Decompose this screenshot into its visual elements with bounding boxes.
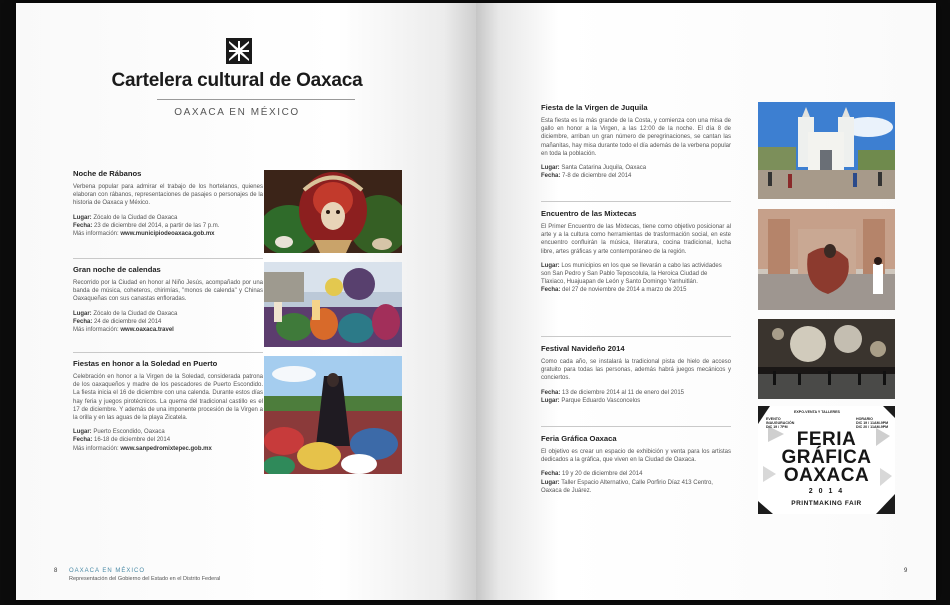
event-title: Fiesta de la Virgen de Juquila [541,103,648,112]
event-description: El objetivo es crear un espacio de exhibición y venta para los artistas dedicados a la gráfica, que viven en la Ciudad de Oaxaca. [541,449,731,464]
event-description: Recorrido por la Ciudad en honor al Niño Jesús, acompañado por una banda de música, coheteros, chirimías, "monos de calenda" y Chinas Oaxaqueñas con sus canastas enfloradas. [73,280,263,303]
event-date: Fecha: 7-8 de diciembre del 2014 [541,173,632,180]
poster-schedule: HORARIO DIC 19 / 11AM-9PM DIC 20 / 11AM-9PM [856,417,889,430]
poster-expo-label: EXPO-VENTA Y TALLERES [794,410,840,414]
event-title: Feria Gráfica Oaxaca [541,434,617,443]
poster-title-line-2: GRÁFICA [781,447,872,468]
event-separator [541,426,731,427]
footer-text: Representación del Gobierno del Estado en el Distrito Federal [69,576,221,582]
event-title: Fiestas en honor a la Soledad en Puerto [73,359,218,368]
event-location: Lugar: Puerto Escondido, Oaxaca [73,429,165,436]
event-more-info: Más información: www.municipiodeoaxaca.gob.mx [73,231,215,238]
poster-title-line-3: OAXACA [783,465,870,486]
poster-title-line-1: FERIA [796,429,857,450]
event-description: El Primer Encuentro de las Mixtecas, tiene como objetivo posicionar al arte y a la cultura como herramientas de trasformación social, en este encuentro confluirán la música, literatura, cocina tradicional, lucha libre, artes gráficas y arte contemporáneo de la región. [541,224,731,255]
event-location: Lugar: Taller Espacio Alternativo, Calle Porfirio Díaz 413 Centro, Oaxaca de Juárez. [541,479,713,494]
event-virgen-de-juquila [541,103,731,180]
event-title: Gran noche de calendas [73,265,161,274]
event-link[interactable]: www.sanpedromixtepec.gob.mx [120,445,212,452]
event-location: Lugar: Los municipios en los que se llevarán a cabo las actividades son San Pedro y San Pablo Teposcolula, la Heroica Ciudad de Tlaxiaco, Huajuapan de León y Santo Domingo Yanhuitlán. [541,262,722,286]
event-feria-grafica [541,434,731,495]
event-fiestas-soledad [73,359,263,453]
event-separator [73,352,263,353]
page-subtitle: OAXACA EN MÉXICO [174,107,300,118]
poster-subtitle: PRINTMAKING FAIR [791,500,862,507]
event-description: Verbena popular para admirar el trabajo de los hortelanos, quienes elaboran con rábanos, representaciones de pasajes o personajes de la historia de Oaxaca y México. [73,184,263,207]
event-more-info: Más información: www.sanpedromixtepec.gob.mx [73,445,212,452]
x-square-logo-icon [226,38,252,64]
right-page [476,3,936,600]
event-separator [541,201,731,202]
magazine-spread [16,3,936,600]
left-page [16,3,476,600]
event-date: Fecha: 19 y 20 de diciembre del 2014 [541,471,643,478]
event-link[interactable]: www.oaxaca.travel [120,327,174,334]
poster-year: 2 0 1 4 [808,488,845,495]
event-date: Fecha: del 27 de noviembre de 2014 a marzo de 2015 [541,287,687,294]
footer-section: OAXACA EN MÉXICO [69,568,146,574]
event-gran-noche-de-calendas [73,265,263,334]
event-link[interactable]: www.municipiodeoaxaca.gob.mx [120,231,215,238]
virgen-procession-photo [264,356,402,474]
event-description: Esta fiesta es la más grande de la Costa, y comienza con una misa de gallo en honor a la Virgen, a las 12:00 de la noche. El día 8 de diciembre, arriban un gran número de peregrinaciones, se cantan las mañanitas, hay misa durante todo el día además de la verbena popular en toda la población. [541,118,731,157]
event-title: Noche de Rábanos [73,169,142,178]
juquila-church-photo [758,102,895,199]
page-title: Cartelera cultural de Oaxaca [111,70,363,91]
event-description: Como cada año, se instalará la tradicional pista de hielo de acceso gratuito para todas las personas, además habrá juegos mecánicos y conciertos. [541,359,731,382]
event-festival-navideno [541,344,731,405]
page-number-right: 9 [904,568,908,574]
event-encuentro-mixtecas [541,209,731,295]
event-separator [73,258,263,259]
event-location: Lugar: Zócalo de la Ciudad de Oaxaca [73,310,178,317]
fireworks-photo [758,319,895,399]
page-number-left: 8 [54,568,58,574]
event-date: Fecha: 13 de diciembre 2014 al 11 de enero del 2015 [541,389,684,396]
poster-inauguration: EVENTO INAUGURACIÓN DIC 19 / 7PM [766,417,795,430]
event-description: Celebración en honor a la Virgen de la Soledad, considerada patrona de los oaxaqueños y madre de los pescadores de Puerto Escondido. La fiesta inicia el 16 de diciembre con una calenda. Durante estos días hay feria y juegos pirotécnicos. La quema del tradicional castillo es el 17 de diciembre. Y además de una imponente procesión de la Virgen a la orilla y en las aguas de la playa Zicatela. [73,374,263,422]
event-separator [541,336,731,337]
event-title: Encuentro de las Mixtecas [541,209,637,218]
mixteca-dancer-photo [758,209,895,310]
event-location: Lugar: Zócalo de la Ciudad de Oaxaca [73,214,178,221]
event-location: Lugar: Parque Eduardo Vasconcelos [541,397,641,404]
event-date: Fecha: 16-18 de diciembre del 2014 [73,437,171,444]
event-title: Festival Navideño 2014 [541,344,625,353]
feria-grafica-poster [758,406,895,514]
event-noche-de-rabanos [73,169,263,238]
radish-sculpture-photo [264,170,402,253]
title-divider [157,99,355,100]
event-date: Fecha: 23 de diciembre del 2014, a partir de las 7 p.m. [73,222,220,229]
event-location: Lugar: Santa Catarina Juquila, Oaxaca [541,165,647,172]
event-date: Fecha: 24 de diciembre del 2014 [73,318,162,325]
event-more-info: Más información: www.oaxaca.travel [73,327,174,334]
calenda-parade-photo [264,262,402,347]
